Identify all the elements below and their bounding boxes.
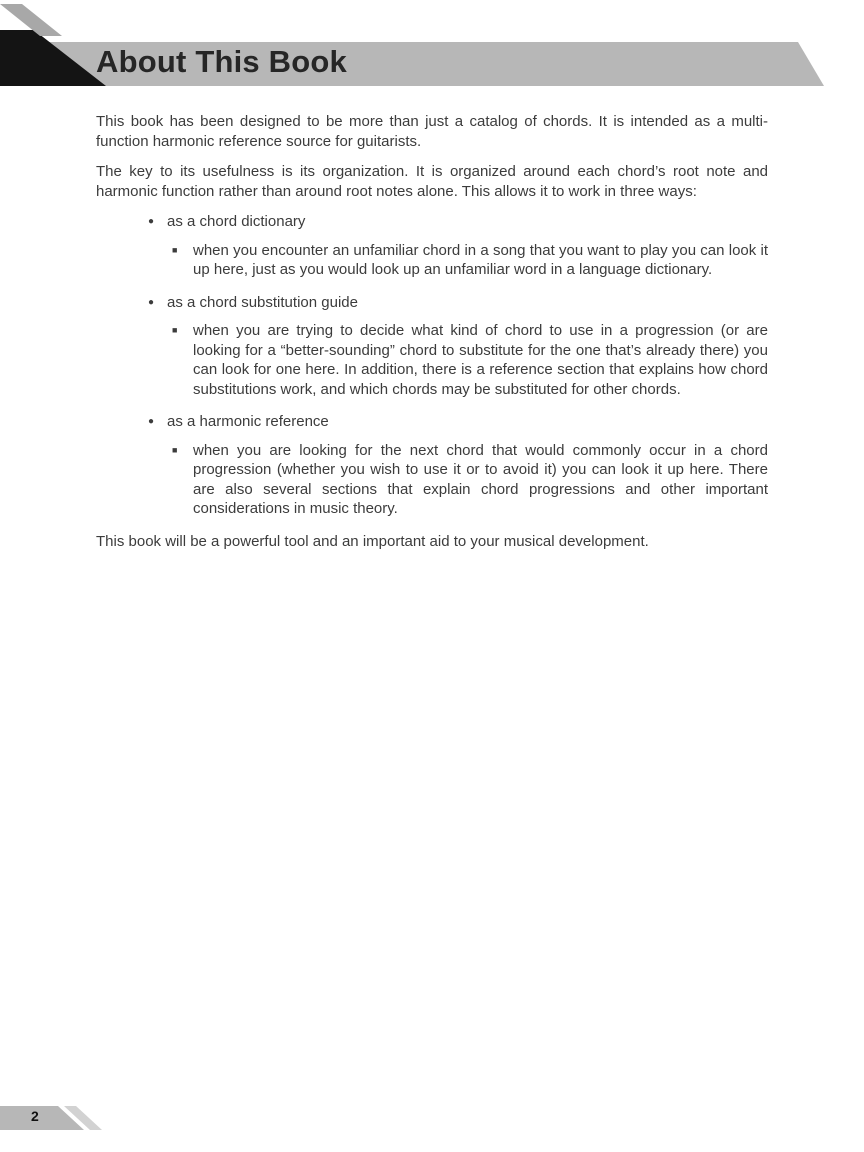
intro-paragraph-1: This book has been designed to be more than just a catalog of chords. It is intended as a multi-function harmonic reference source for guitarists.	[96, 113, 768, 150]
sub-bullet-text: when you are looking for the next chord that would commonly occur in a chord progression (whether you wish to use it or to avoid it) you can look it up here. There are also several sections that explain chord progressions and other important considerations in music theory.	[193, 441, 768, 517]
list-item	[148, 412, 768, 432]
list-item-group	[96, 212, 768, 280]
bullet-label: as a chord dictionary	[167, 213, 306, 230]
list-item-group	[96, 293, 768, 400]
list-item	[148, 293, 768, 313]
list-item-group	[96, 412, 768, 519]
intro-paragraph-2: The key to its usefulness is its organization. It is organized around each chord’s root note and harmonic function rather than around root notes alone. This allows it to work in three ways:	[96, 163, 768, 200]
round-bullet-icon: ●	[148, 216, 155, 227]
sub-bullet-text: when you encounter an unfamiliar chord in a song that you want to play you can look it up here, just as you would look up an unfamiliar word in a language dictionary.	[193, 241, 768, 278]
page-header	[0, 0, 864, 96]
square-bullet-icon: ■	[172, 444, 178, 455]
square-bullet-icon: ■	[172, 244, 178, 255]
page-title: About This Book	[96, 44, 347, 79]
sub-list-item	[172, 321, 768, 399]
closing-paragraph: This book will be a powerful tool and an important aid to your musical development.	[96, 532, 649, 550]
bullet-label: as a chord substitution guide	[167, 293, 358, 311]
round-bullet-icon: ●	[148, 296, 155, 308]
square-bullet-icon: ■	[172, 325, 178, 335]
page-content	[96, 112, 768, 562]
footer-tab-decoration	[0, 1104, 120, 1132]
sub-list-item	[172, 441, 768, 519]
page-number: 2	[31, 1108, 39, 1124]
bullet-label: as a harmonic reference	[167, 413, 329, 430]
sub-list-item	[172, 241, 768, 280]
round-bullet-icon: ●	[148, 416, 155, 427]
sub-bullet-text: when you are trying to decide what kind of chord to use in a progression (or are looking for a “better-sounding” chord to substitute for the one that’s already there) you can look for one here. In addition, there is a reference section that explains how chord substitutions work, and which chords may be substituted for other chords.	[193, 322, 768, 398]
list-item	[148, 212, 768, 232]
page-footer	[0, 1104, 120, 1132]
